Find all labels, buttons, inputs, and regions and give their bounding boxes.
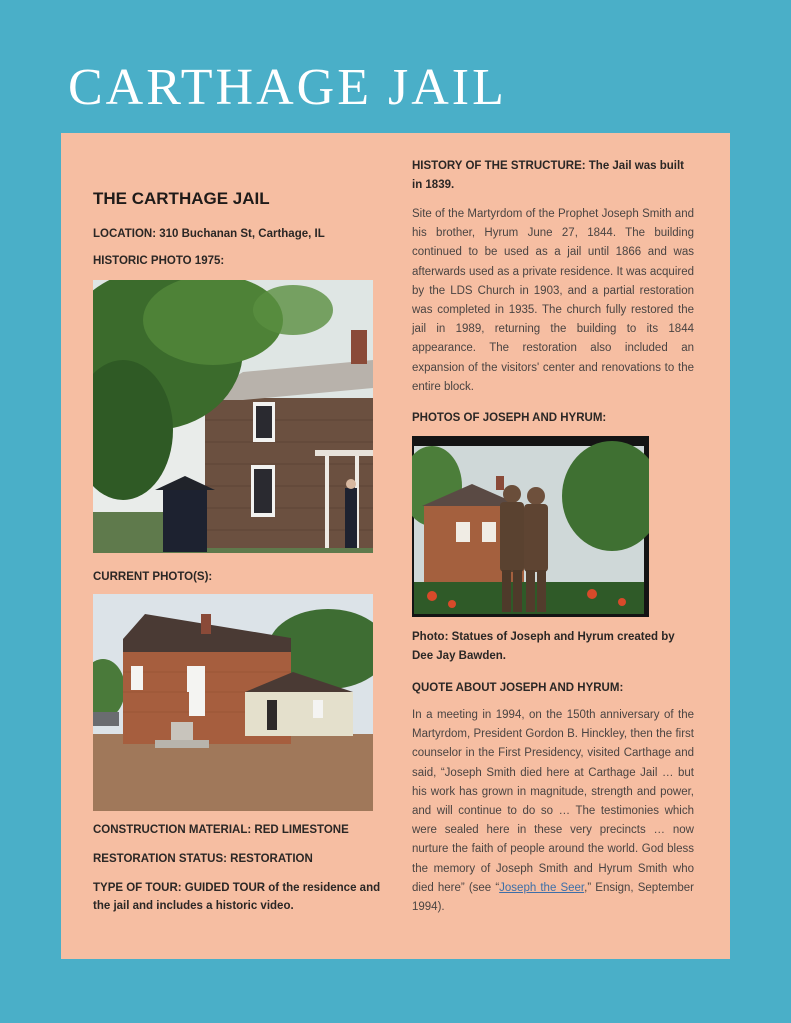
- quote-text-after: ,” Ensign, September 1994).: [412, 881, 694, 914]
- tour-type: TYPE OF TOUR: GUIDED TOUR of the residence and the jail and includes a historic video.: [93, 882, 381, 912]
- content-panel: [61, 133, 730, 959]
- photo-caption: Photo: Statues of Joseph and Hyrum created by Dee Jay Bawden.: [412, 631, 675, 662]
- historic-photo: [93, 280, 373, 553]
- section-heading: THE CARTHAGE JAIL: [93, 189, 270, 208]
- current-photo-label: CURRENT PHOTO(S):: [93, 571, 213, 583]
- location-label: LOCATION: 310 Buchanan St, Carthage, IL: [93, 228, 325, 240]
- quote-text: [412, 706, 694, 917]
- quote-text-before: In a meeting in 1994, on the 150th anniversary of the Martyrdom, President Gordon B. Hinckley, then the first counselor in the First Presidency, visited Carthage and said, “Joseph Smith died here at Carthage Jail … but his work has grown in magnitude, strength and power, and will continue to do so … The testimonies which were sealed here in these very precincts … now nurture the faith of people around the world. God bless the memory of Joseph Smith and Hyrum Smith who died here” (see “: [412, 709, 694, 894]
- restoration-status: RESTORATION STATUS: RESTORATION: [93, 853, 313, 865]
- statue-photo: [412, 436, 649, 617]
- historic-photo-label: HISTORIC PHOTO 1975:: [93, 255, 225, 267]
- page-title: CARTHAGE JAIL: [68, 59, 507, 116]
- quote-heading: QUOTE ABOUT JOSEPH AND HYRUM:: [412, 682, 624, 694]
- current-photo: [93, 594, 373, 811]
- photos-heading: PHOTOS OF JOSEPH AND HYRUM:: [412, 412, 607, 424]
- history-text: Site of the Martyrdom of the Prophet Joseph Smith and his brother, Hyrum June 27, 1844. The building continued to be used as a jail until 1866 and was afterwards used as a private residence. It was acquired by the LDS Church in 1903, and a partial restoration was completed in 1935. The church fully restored the jail in 1989, returning the building to its 1844 appearance. The restoration also included an expansion of the visitors' center and renovations to the entire block.: [412, 208, 694, 393]
- construction-material: CONSTRUCTION MATERIAL: RED LIMESTONE: [93, 824, 349, 836]
- history-heading: HISTORY OF THE STRUCTURE: The Jail was built in 1839.: [412, 160, 684, 191]
- joseph-the-seer-link[interactable]: Joseph the Seer: [499, 881, 585, 894]
